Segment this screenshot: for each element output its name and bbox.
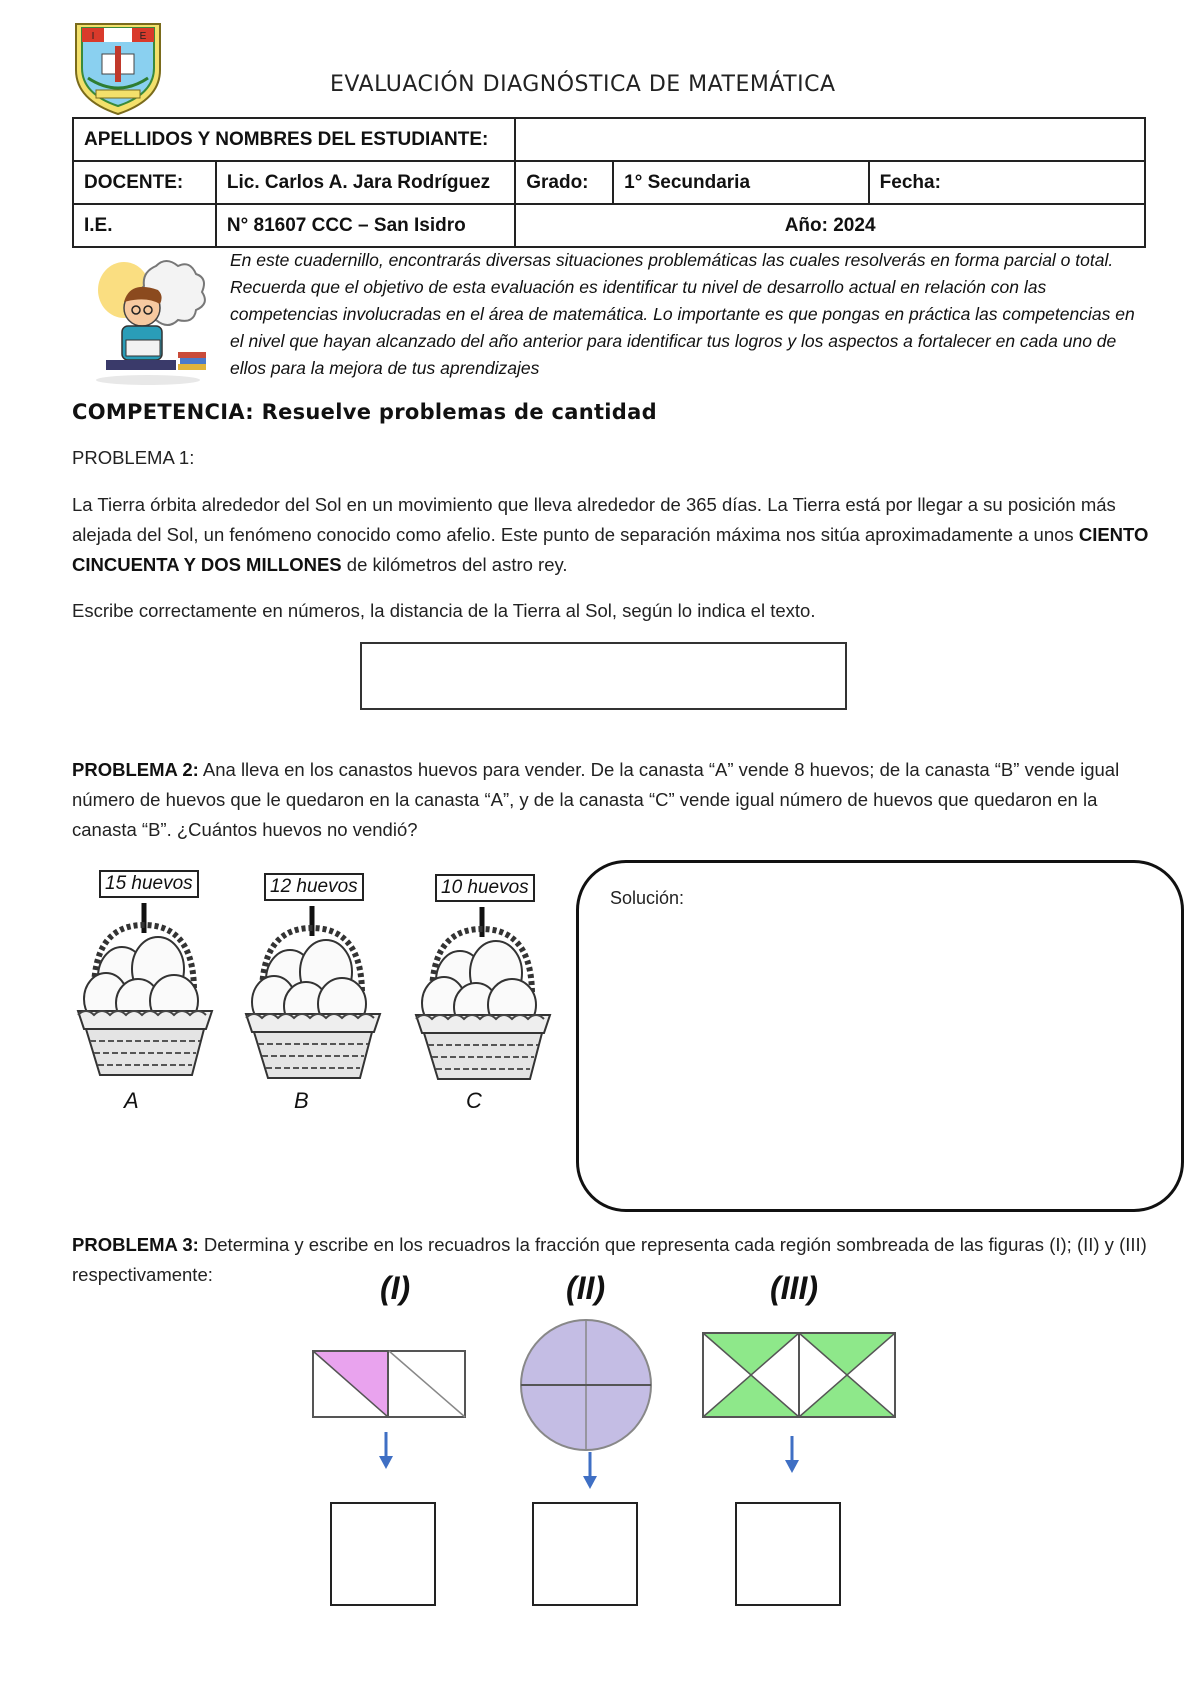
school-value: N° 81607 CCC – San Isidro (216, 204, 515, 247)
basket-c-letter: C (466, 1088, 482, 1113)
grade-value: 1° Secundaria (613, 161, 869, 204)
arrow-down-icon (378, 1432, 394, 1470)
problem1-text-bold: CIENTO CINCUENTA Y DOS MILLONES (72, 524, 1149, 575)
problem1-instruction: Escribe correctamente en números, la distancia de la Tierra al Sol, según lo indica el texto. (72, 600, 816, 621)
problem3-text (72, 1230, 1152, 1290)
student-reading-illustration (86, 256, 210, 386)
problem1-title: PROBLEMA 1: (72, 447, 195, 468)
basket-a-image (76, 903, 216, 1079)
figure-iii-rectangle (702, 1332, 896, 1418)
basket-a-tag: 15 huevos (99, 870, 199, 898)
basket-c-tag: 10 huevos (435, 874, 535, 902)
problem2-body: Ana lleva en los canastos huevos para vender. De la canasta “A” vende 8 huevos; de la canasta “B” vende igual número de huevos que le quedaron en la canasta “A”, y de la canasta “C” vende igual número de huevos que quedaron en la canasta “B”. ¿Cuántos huevos no vendió? (72, 759, 1120, 840)
teacher-value: Lic. Carlos A. Jara Rodríguez (216, 161, 515, 204)
basket-b-tag: 12 huevos (264, 873, 364, 901)
arrow-down-icon (784, 1436, 800, 1474)
problem1-text-before: La Tierra órbita alrededor del Sol en un movimiento que lleva alrededor de 365 días. La Tierra está por llegar a su posición más alejada del Sol, un fenómeno conocido como afelio. Este punto de separación máxima nos sitúa aproximadamente a unos (72, 494, 1116, 545)
figure-label-ii: (II) (566, 1270, 606, 1306)
figure-label-iii: (III) (770, 1270, 818, 1306)
basket-b-image (244, 906, 384, 1082)
logo-letter-e: E (139, 31, 147, 42)
solution-label: Solución: (610, 888, 685, 908)
school-logo (70, 20, 166, 116)
fraction-answer-box-i[interactable] (330, 1502, 436, 1606)
teacher-label: DOCENTE: (73, 161, 216, 204)
basket-a-letter: A (124, 1088, 139, 1113)
grade-label: Grado: (515, 161, 613, 204)
problem3-body: Determina y escribe en los recuadros la fracción que representa cada región sombreada de las figuras (I); (II) y (III) respectivamente: (72, 1234, 1147, 1285)
school-label: I.E. (73, 204, 216, 247)
intro-paragraph: En este cuadernillo, encontrarás diversas situaciones problemáticas las cuales resolverás en forma parcial o total. Recuerda que el objetivo de esta evaluación es identificar tu nivel de desarrollo actual en relación con las competencias involucradas en el área de matemática. Lo importante es que pongas en práctica las competencias en el nivel que hayan alcanzado del año anterior para identificar tus logros y los aspectos a fortalecer en cada uno de ellos para la mejora de tus aprendizajes (230, 250, 1135, 378)
figure-i-rectangle (312, 1350, 466, 1418)
problem2-title: PROBLEMA 2: (72, 759, 199, 780)
competencia-heading: COMPETENCIA: Resuelve problemas de cantidad (72, 400, 657, 424)
basket-c-image (414, 907, 554, 1083)
student-name-label: APELLIDOS Y NOMBRES DEL ESTUDIANTE: (73, 118, 515, 161)
logo-letter-i: I (91, 31, 95, 42)
student-info-table (72, 117, 1146, 248)
figure-ii-circle (519, 1318, 653, 1452)
problem1-answer-box[interactable] (360, 642, 847, 710)
table-row (73, 118, 1145, 161)
figure-label-i: (I) (380, 1270, 411, 1306)
student-name-field[interactable] (515, 118, 1145, 161)
problem3-title: PROBLEMA 3: (72, 1234, 199, 1255)
problem1-text-after: de kilómetros del astro rey. (341, 554, 568, 575)
basket-b-letter: B (294, 1088, 309, 1113)
date-label[interactable]: Fecha: (869, 161, 1145, 204)
year-value: Año: 2024 (515, 204, 1145, 247)
table-row (73, 204, 1145, 247)
fraction-answer-box-ii[interactable] (532, 1502, 638, 1606)
problem1-text (72, 490, 1152, 580)
arrow-down-icon (582, 1452, 598, 1490)
problem2-text (72, 755, 1152, 845)
document-title: EVALUACIÓN DIAGNÓSTICA DE MATEMÁTICA (330, 72, 836, 97)
table-row (73, 161, 1145, 204)
solution-box[interactable] (576, 860, 1184, 1212)
fraction-answer-box-iii[interactable] (735, 1502, 841, 1606)
